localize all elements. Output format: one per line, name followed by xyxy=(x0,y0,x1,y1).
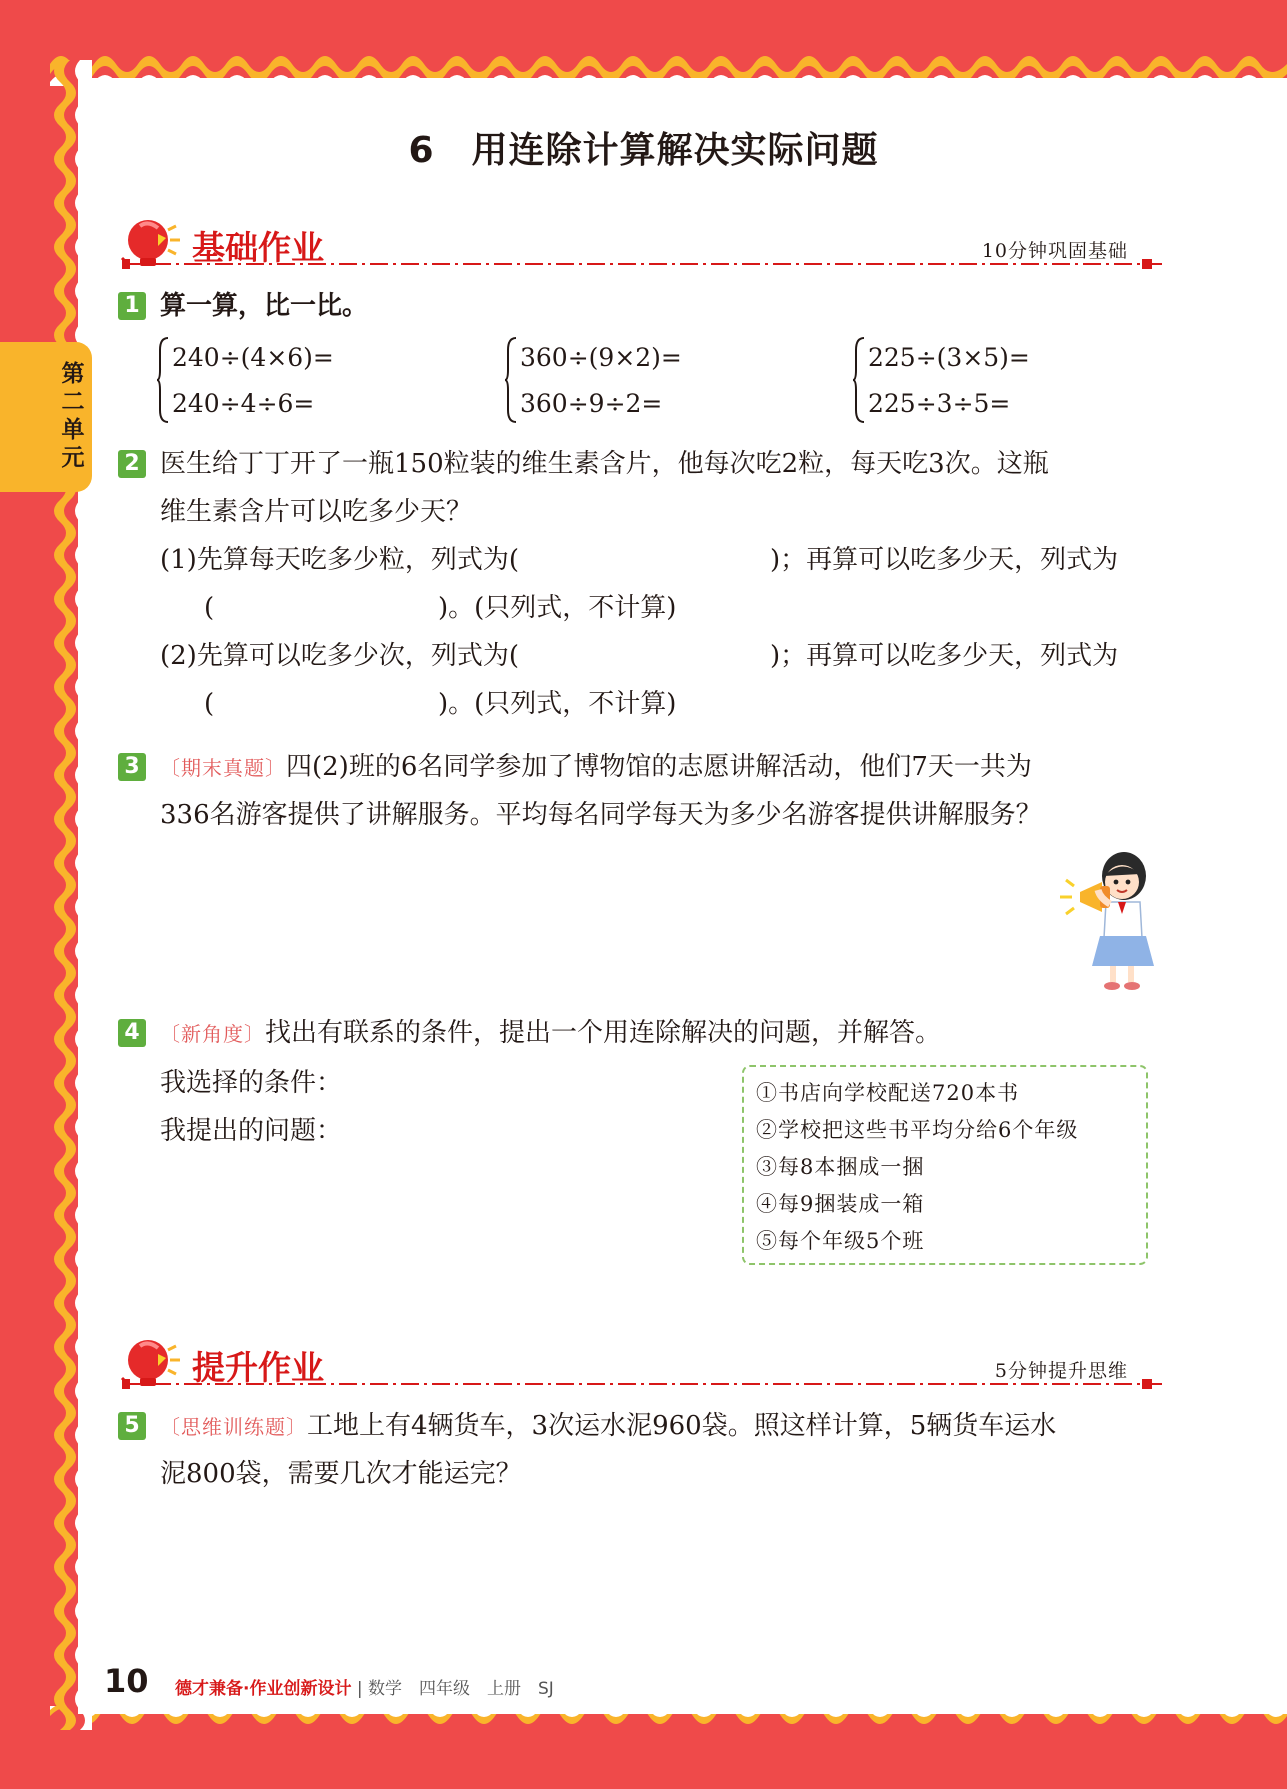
condition-item: ①书店向学校配送720本书 xyxy=(756,1081,1020,1105)
expression: 240÷(4×6)= xyxy=(172,343,334,372)
question-number: 4 xyxy=(118,1019,146,1047)
question-3 xyxy=(118,743,1158,843)
condition-item: ②学校把这些书平均分给6个年级 xyxy=(756,1118,1079,1142)
section-title-advanced: 提升作业 xyxy=(192,1348,324,1387)
question-text-line-2: 维生素含片可以吃多少天？ xyxy=(160,497,473,527)
question-number: 2 xyxy=(118,450,146,478)
question-text: 找出有联系的条件，提出一个用连除解决的问题，并解答。 xyxy=(265,1018,942,1048)
expression: 240÷4÷6= xyxy=(172,389,315,418)
section-divider xyxy=(122,258,1162,270)
question-2 xyxy=(118,440,1158,730)
proposed-question-label: 我提出的问题： xyxy=(160,1116,343,1146)
expression: 360÷9÷2= xyxy=(520,389,663,418)
condition-item: ③每8本捆成一捆 xyxy=(756,1155,925,1179)
section-time-advanced: 5分钟提升思维 xyxy=(994,1360,1128,1382)
unit-side-tab-label: 第二单元 xyxy=(61,361,85,471)
page-title: 6 用连除计算解决实际问题 xyxy=(408,130,879,171)
question-text: 四(2)班的6名同学参加了博物馆的志愿讲解活动，他们7天一共为 xyxy=(286,752,1032,782)
question-tag: 〔期末真题〕 xyxy=(160,756,286,780)
chosen-conditions-label: 我选择的条件： xyxy=(160,1068,343,1098)
question-tag: 〔思维训练题〕 xyxy=(160,1415,307,1439)
section-header-basic xyxy=(118,212,1158,284)
question-1 xyxy=(118,282,1158,422)
question-text-line-1 xyxy=(160,743,1032,792)
footer-info xyxy=(175,1674,554,1699)
question-text-line-1 xyxy=(160,1402,1056,1451)
question-text-line-2: 泥800袋，需要几次才能运完？ xyxy=(160,1459,522,1489)
brace-icon xyxy=(156,336,170,424)
expression: 225÷(3×5)= xyxy=(868,343,1030,372)
sub-question-2-part-c: ( xyxy=(204,689,215,719)
question-number: 5 xyxy=(118,1412,146,1440)
question-text-line-1: 医生给丁丁开了一瓶150粒装的维生素含片，他每次吃2粒，每天吃3次。这瓶 xyxy=(160,449,1049,479)
unit-side-tab xyxy=(0,342,92,492)
question-text: 工地上有4辆货车，3次运水泥960袋。照这样计算，5辆货车运水 xyxy=(307,1411,1057,1441)
sub-question-2-part-d: )。(只列式，不计算) xyxy=(438,689,677,719)
conditions-box xyxy=(742,1065,1148,1265)
sub-question-1-part-c: ( xyxy=(204,593,215,623)
page-number: 10 xyxy=(104,1662,149,1700)
sub-question-1-part-b: )；再算可以吃多少天，列式为 xyxy=(770,545,1119,575)
section-header-advanced xyxy=(118,1332,1158,1404)
question-text: 算一算，比一比。 xyxy=(160,291,369,321)
sub-question-1-part-a: (1)先算每天吃多少粒，列式为( xyxy=(160,545,519,575)
expression: 360÷(9×2)= xyxy=(520,343,682,372)
expression: 225÷3÷5= xyxy=(868,389,1011,418)
section-title-basic: 基础作业 xyxy=(192,228,324,267)
footer-book-info: | 数学 四年级 上册 SJ xyxy=(356,1679,554,1699)
question-text-line-1 xyxy=(160,1009,941,1058)
question-tag: 〔新角度〕 xyxy=(160,1022,265,1046)
brace-icon xyxy=(852,336,866,424)
brace-icon xyxy=(504,336,518,424)
section-time-basic: 10分钟巩固基础 xyxy=(981,240,1128,262)
question-number: 1 xyxy=(118,292,146,320)
section-divider xyxy=(122,1378,1162,1390)
question-text-line-2: 336名游客提供了讲解服务。平均每名同学每天为多少名游客提供讲解服务？ xyxy=(160,800,1042,830)
question-number: 3 xyxy=(118,753,146,781)
sub-question-1-part-d: )。(只列式，不计算) xyxy=(438,593,677,623)
condition-item: ⑤每个年级5个班 xyxy=(756,1229,925,1253)
footer-brand: 德才兼备·作业创新设计 xyxy=(175,1679,352,1699)
sub-question-2-part-a: (2)先算可以吃多少次，列式为( xyxy=(160,641,519,671)
question-5 xyxy=(118,1402,1158,1502)
condition-item: ④每9捆装成一箱 xyxy=(756,1192,925,1216)
girl-megaphone-illustration xyxy=(1052,842,1168,994)
sub-question-2-part-b: )；再算可以吃多少天，列式为 xyxy=(770,641,1119,671)
